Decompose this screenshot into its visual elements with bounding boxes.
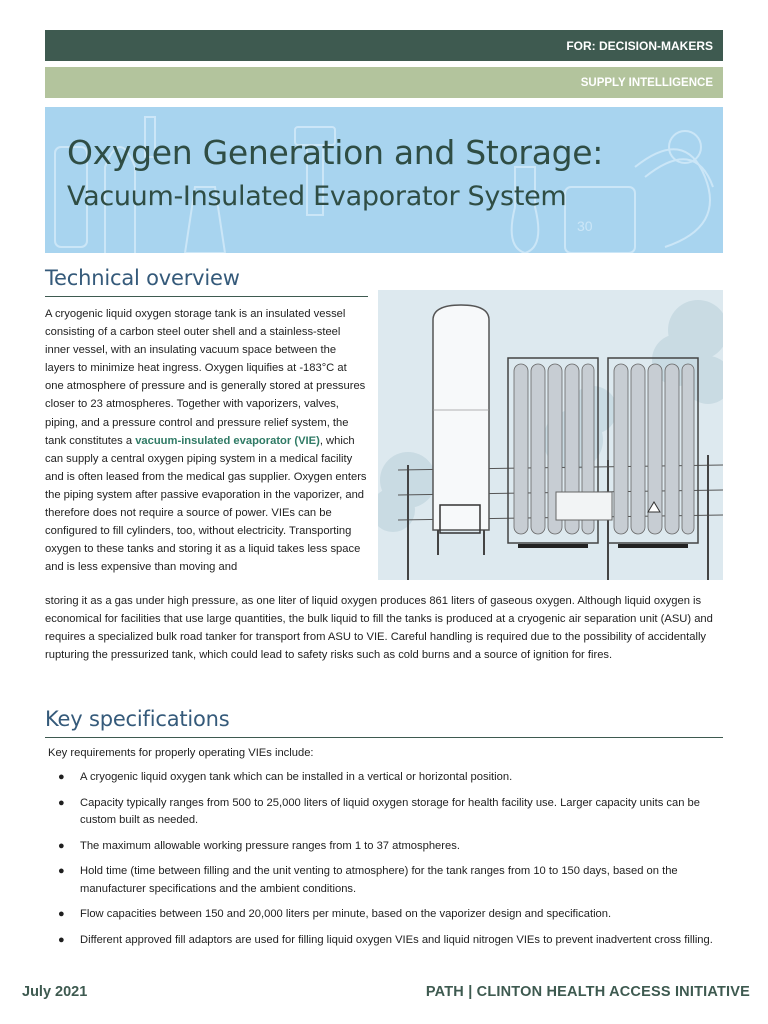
overview-heading: Technical overview — [45, 266, 240, 290]
series-bar — [45, 67, 723, 98]
vie-link[interactable]: vacuum-insulated evaporator (VIE) — [135, 434, 320, 447]
spec-text: A cryogenic liquid oxygen tank which can be installed in a vertical or horizontal position. — [80, 771, 513, 783]
overview-rule — [45, 296, 368, 297]
bullet-icon: ● — [58, 839, 65, 852]
overview-text-1: A cryogenic liquid oxygen storage tank is an insulated vessel consisting of a carbon steel outer shell and a stainless-steel inner vessel, with an insulating vacuum space between the layers to minimize heat ingress. Oxygen liquifies at -183°C at one atmosphere of pressure and is generally stored at pressures closer to 23 atmospheres. Together with vaporizers, valves, piping, and a pressure control and pressure relief system, the tank constitutes a — [45, 308, 366, 447]
list-item — [45, 863, 725, 898]
page-title: Oxygen Generation and Storage: — [67, 133, 604, 172]
overview-paragraph-continued: storing it as a gas under high pressure, as one liter of liquid oxygen produces 861 liters of gaseous oxygen. Although liquid oxygen is economical for facilities that use large quantities, the bulk liquid to fill the tanks is produced at a cryogenic air separation unit (ASU) and requires a specialized bulk road tanker for transport from ASU to VIE. Careful handling is required due to the possibility of accidentally rupturing the pressurized tank, which could lead to safety risks such as cold burns and a source of ignition for fires. — [45, 595, 713, 662]
spec-text: Capacity typically ranges from 500 to 25,000 liters of liquid oxygen storage for health facility use. Larger capacity units can be custom built as needed. — [80, 796, 700, 826]
audience-bar — [45, 30, 723, 61]
lab-glassware-illustration — [45, 107, 723, 253]
overview-text-2: , which can supply a central oxygen piping system in a medical facility and is often leased from the medical gas supplier. Oxygen enters the piping system after passive evaporation in the vaporizer, and therefore does not require a source of power. VIEs can be configured to fill cylinders, too, without electricity. Transporting oxygen to these tanks and storing it as a liquid takes less space and is less expensive than moving and — [45, 434, 367, 574]
specs-intro: Key requirements for properly operating VIEs include: — [48, 747, 314, 759]
audience-label: FOR: DECISION-MAKERS — [566, 38, 713, 53]
footer-organizations: PATH | CLINTON HEALTH ACCESS INITIATIVE — [425, 984, 750, 1000]
specs-heading: Key specifications — [45, 707, 230, 731]
list-item — [45, 932, 725, 950]
spec-text: The maximum allowable working pressure ranges from 1 to 37 atmospheres. — [80, 839, 460, 852]
specs-list — [45, 769, 725, 957]
page-subtitle: Vacuum-Insulated Evaporator System — [67, 181, 567, 212]
overview-paragraph — [45, 305, 368, 576]
spec-text: Flow capacities between 150 and 20,000 liters per minute, based on the vaporizer design and specification. — [80, 908, 612, 920]
list-item — [45, 838, 725, 856]
vie-illustration — [378, 290, 723, 580]
spec-text: Hold time (time between filling and the unit venting to atmosphere) for the tank ranges from 10 to 150 days, based on the manufacturer specifications and the ambient conditions. — [80, 865, 678, 895]
bullet-icon: ● — [58, 796, 65, 809]
bullet-icon: ● — [58, 865, 65, 877]
svg-text:30: 30 — [577, 218, 593, 234]
list-item — [45, 906, 725, 924]
list-item — [45, 769, 725, 787]
specs-rule — [45, 737, 723, 738]
title-banner — [45, 107, 723, 253]
list-item — [45, 795, 725, 830]
footer-date: July 2021 — [22, 984, 88, 1000]
spec-text: Different approved fill adaptors are used for filling liquid oxygen VIEs and liquid nitrogen VIEs to prevent inadvertent cross filling. — [80, 933, 713, 946]
series-label: SUPPLY INTELLIGENCE — [580, 76, 713, 89]
bullet-icon: ● — [58, 771, 65, 783]
bullet-icon: ● — [58, 908, 65, 920]
bullet-icon: ● — [58, 933, 65, 946]
